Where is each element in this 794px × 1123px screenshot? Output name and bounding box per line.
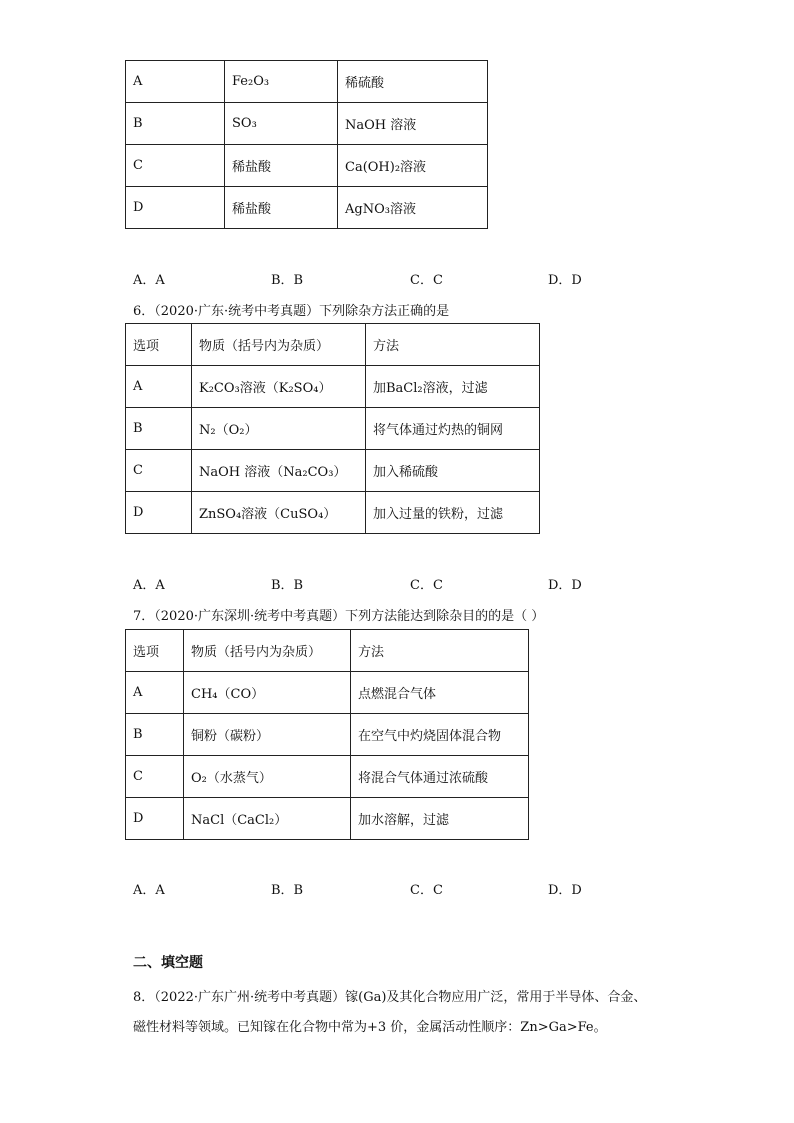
cell-substance: ZnSO₄溶液（CuSO₄） — [192, 492, 366, 534]
cell-option: C — [126, 145, 225, 187]
option-a: A．A — [133, 883, 165, 898]
cell-method: 加入稀硫酸 — [366, 450, 540, 492]
table-header-row — [126, 324, 540, 366]
cell-option: D — [126, 187, 225, 229]
cell-method: 加水溶解，过滤 — [351, 798, 529, 840]
option-d: D．D — [548, 578, 582, 593]
question-6-text: 6．（2020·广东·统考中考真题）下列除杂方法正确的是 — [133, 304, 450, 319]
cell-reagent: Ca(OH)₂溶液 — [338, 145, 488, 187]
table-row — [126, 408, 540, 450]
table-q5 — [125, 60, 488, 229]
table-row — [126, 103, 488, 145]
cell-method: 在空气中灼烧固体混合物 — [351, 714, 529, 756]
cell-method: 将混合气体通过浓硫酸 — [351, 756, 529, 798]
question-8-line-1: 8．（2022·广东广州·统考中考真题）镓(Ga)及其化合物应用广泛，常用于半导体、合金、 — [133, 990, 647, 1005]
cell-substance: CH₄（CO） — [184, 672, 351, 714]
table-row — [126, 187, 488, 229]
cell-substance: NaCl（CaCl₂） — [184, 798, 351, 840]
table-row — [126, 450, 540, 492]
table-header-row — [126, 630, 529, 672]
table-q7 — [125, 629, 529, 840]
option-d: D．D — [548, 883, 582, 898]
table-row — [126, 756, 529, 798]
table-q6 — [125, 323, 540, 534]
question-8-line-2: 磁性材料等领域。已知镓在化合物中常为+3 价，金属活动性顺序：Zn>Ga>Fe。 — [133, 1020, 607, 1035]
table-row — [126, 61, 488, 103]
header-method: 方法 — [366, 324, 540, 366]
cell-substance: 稀盐酸 — [225, 145, 338, 187]
cell-option: A — [126, 672, 184, 714]
table-row — [126, 492, 540, 534]
option-b: B．B — [271, 883, 304, 898]
cell-substance: 稀盐酸 — [225, 187, 338, 229]
option-a: A．A — [133, 578, 165, 593]
cell-option: B — [126, 714, 184, 756]
option-d: D．D — [548, 273, 582, 288]
cell-option: A — [126, 366, 192, 408]
cell-option: B — [126, 103, 225, 145]
cell-method: 加BaCl₂溶液，过滤 — [366, 366, 540, 408]
cell-method: 将气体通过灼热的铜网 — [366, 408, 540, 450]
cell-substance: Fe₂O₃ — [225, 61, 338, 103]
option-c: C．C — [410, 578, 443, 593]
option-b: B．B — [271, 273, 304, 288]
cell-method: 加入过量的铁粉，过滤 — [366, 492, 540, 534]
option-b: B．B — [271, 578, 304, 593]
cell-substance: NaOH 溶液（Na₂CO₃） — [192, 450, 366, 492]
cell-option: D — [126, 798, 184, 840]
header-substance: 物质（括号内为杂质） — [192, 324, 366, 366]
cell-option: C — [126, 756, 184, 798]
cell-substance: O₂（水蒸气） — [184, 756, 351, 798]
cell-option: C — [126, 450, 192, 492]
question-7-text: 7．（2020·广东深圳·统考中考真题）下列方法能达到除杂目的的是（ ） — [133, 609, 545, 624]
table-row — [126, 672, 529, 714]
header-option: 选项 — [126, 630, 184, 672]
section-heading: 二、填空题 — [133, 955, 203, 971]
option-c: C．C — [410, 883, 443, 898]
table-row — [126, 714, 529, 756]
cell-option: D — [126, 492, 192, 534]
cell-substance: K₂CO₃溶液（K₂SO₄） — [192, 366, 366, 408]
cell-reagent: AgNO₃溶液 — [338, 187, 488, 229]
cell-substance: N₂（O₂） — [192, 408, 366, 450]
table-row — [126, 366, 540, 408]
table-row — [126, 798, 529, 840]
cell-option: B — [126, 408, 192, 450]
cell-reagent: 稀硫酸 — [338, 61, 488, 103]
cell-reagent: NaOH 溶液 — [338, 103, 488, 145]
option-c: C．C — [410, 273, 443, 288]
option-a: A．A — [133, 273, 165, 288]
cell-method: 点燃混合气体 — [351, 672, 529, 714]
cell-substance: SO₃ — [225, 103, 338, 145]
cell-option: A — [126, 61, 225, 103]
header-method: 方法 — [351, 630, 529, 672]
table-row — [126, 145, 488, 187]
header-option: 选项 — [126, 324, 192, 366]
cell-substance: 铜粉（碳粉） — [184, 714, 351, 756]
header-substance: 物质（括号内为杂质） — [184, 630, 351, 672]
